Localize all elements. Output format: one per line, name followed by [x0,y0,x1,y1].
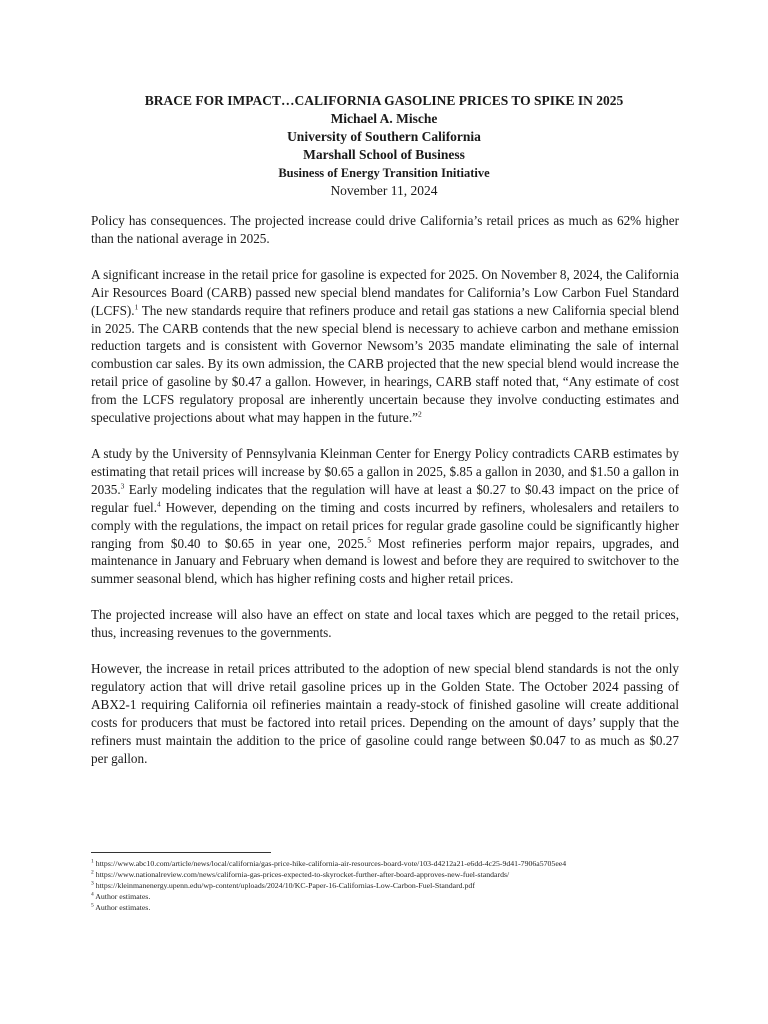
paragraph-2 [91,266,679,427]
footnote-number: 3 [91,880,94,887]
paragraph-5: However, the increase in retail prices attributed to the adoption of new special blend standards is not the only regulatory action that will drive retail gasoline prices up in the Golden State. The October 2024 passing of ABX2-1 requiring California oil refineries maintain a ready-stock of finished gasoline will create additional costs for producers that must be factored into retail prices. Depending on the amount of days’ supply that the refiners must maintain the addition to the price of gasoline could range between $0.047 to as much as $0.27 per gallon. [91,661,679,766]
footnote-ref-3: 3 [120,481,125,491]
footnote-number: 4 [91,891,94,898]
author-name: Michael A. Mische [330,111,438,126]
footnote-text: Author estimates. [93,903,151,912]
footnote [91,902,671,913]
paragraph-2-text-a: A significant increase in the retail price for gasoline is expected for 2025. On November 8, 2024, the California Air Resources Board (CARB) passed new special blend mandates for California’s Low Carbon Fuel Standard (LCFS). [91,266,679,318]
footnote-link[interactable]: https://www.abc10.com/article/news/local/california/gas-price-hike-california-air-resources-board-vote/103-d4212a21-e6dd-4c25-9d41-7906a5705ee4 [93,859,567,868]
document-date: November 11, 2024 [330,183,438,198]
footnote-number: 5 [91,902,94,909]
paragraph-3-text-b: Early modeling indicates that the regulation will have at least a $0.27 to $0.43 impact on the price of regular fuel. [91,481,679,515]
footnote [91,858,671,869]
footnotes [91,858,671,913]
school-name: Marshall School of Business [303,147,465,162]
footnote-ref-2: 2 [418,409,422,419]
footnote-number: 2 [91,869,94,876]
document-header [84,92,684,200]
paragraph-3-text-a: A study by the University of Pennsylvania Kleinman Center for Energy Policy contradicts CARB estimates by estimating that retail prices will increase by $0.65 a gallon in 2025, $.85 a gallon in 2030, and $1.50 a gallon in 2035. [91,445,679,497]
footnote [91,880,671,891]
paragraph-3 [91,445,679,588]
footnote-ref-1: 1 [134,302,139,312]
paragraph-1: Policy has consequences. The projected increase could drive California’s retail prices as much as 62% higher than the national average in 2025. [91,213,679,246]
footnote-link[interactable]: https://kleinmanenergy.upenn.edu/wp-content/uploads/2024/10/KC-Paper-16-Californias-Low-Carbon-Fuel-Standard.pdf [93,881,475,890]
footnote-number: 1 [91,858,94,865]
footnote [91,869,671,880]
document-body [91,212,679,785]
initiative-name: Business of Energy Transition Initiative [278,166,490,180]
paragraph-3-text-d: Most refineries perform major repairs, upgrades, and maintenance in January and February when demand is lowest and before they are required to switchover to the summer seasonal blend, which has higher refining costs and higher retail prices. [91,535,679,587]
university-name: University of Southern California [287,129,481,144]
footnote-ref-4: 4 [157,499,161,509]
paragraph-3-text-c: However, depending on the timing and costs incurred by refiners, wholesalers and retailers to comply with the regulations, the impact on retail prices for regular grade gasoline could be significantly higher ranging from $0.40 to $0.65 in year one, 2025. [91,499,679,551]
document-title: BRACE FOR IMPACT…CALIFORNIA GASOLINE PRICES TO SPIKE IN 2025 [144,93,624,108]
footnote-link[interactable]: https://www.nationalreview.com/news/california-gas-prices-expected-to-skyrocket-further-after-board-approves-new-fuel-standards/ [93,870,510,879]
footnote [91,891,671,902]
footnote-divider [91,852,271,853]
footnote-ref-5: 5 [367,535,371,545]
footnote-text: Author estimates. [93,892,151,901]
paragraph-4: The projected increase will also have an effect on state and local taxes which are pegged to the retail prices, thus, increasing revenues to the governments. [91,607,679,641]
paragraph-2-text-b: The new standards require that refiners produce and retail gas stations a new California special blend in 2025. The CARB contends that the new special blend is necessary to achieve carbon and methane emission reduction targets and is consistent with Governor Newsom’s 2035 mandate eliminating the sale of internal combustion car sales. By its own admission, the CARB projected that the new special blend would increase the retail price of gasoline by $0.47 a gallon. However, in hearings, CARB staff noted that, “Any estimate of cost from the LCFS regulatory proposal are inherently uncertain because they involve conducting estimates and speculative projections about what may happen in the future.” [91,302,679,426]
